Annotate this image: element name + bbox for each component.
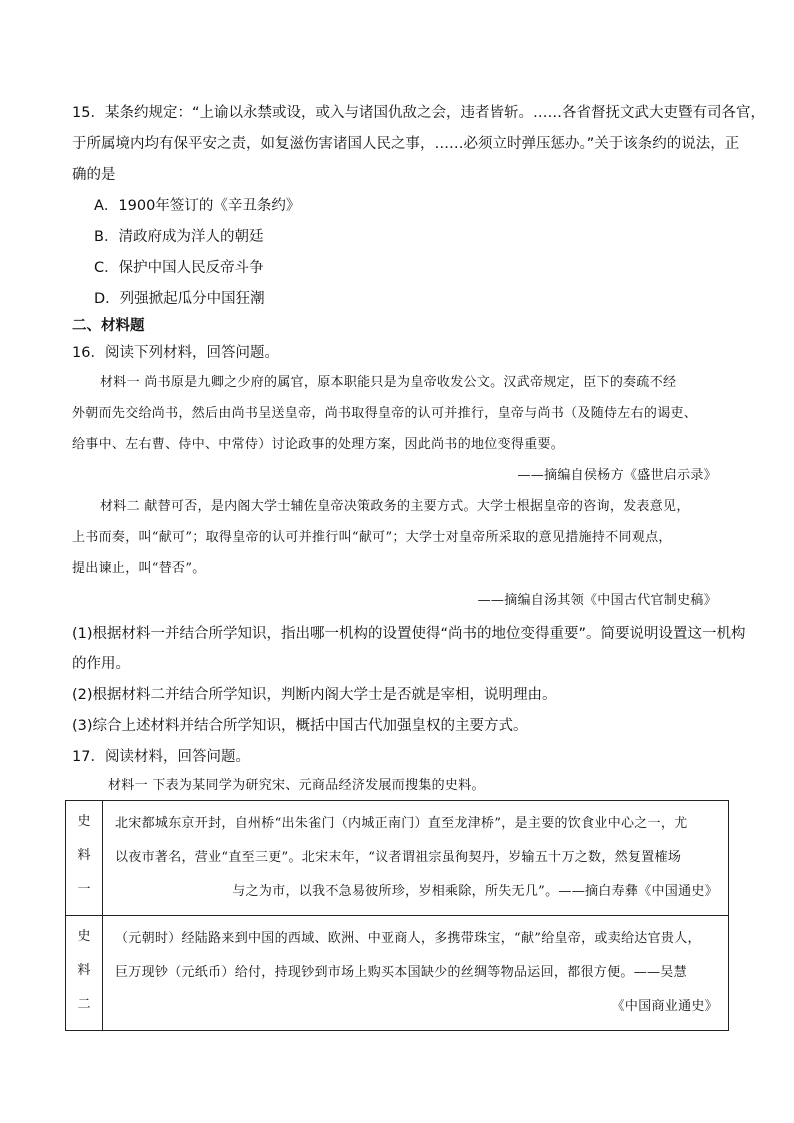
source-label-char: 二 xyxy=(77,997,91,1012)
q15-option-a: A．1900年签订的《辛丑条约》 xyxy=(94,198,301,214)
source-label-char: 料 xyxy=(77,848,91,863)
q16-question-2: (2)根据材料二并结合所学知识，判断内阁大学士是否就是宰相，说明理由。 xyxy=(72,687,557,703)
q15-option-b: B．清政府成为洋人的朝廷 xyxy=(94,229,264,245)
source-content-cell xyxy=(103,916,729,1031)
q17-intro: 17．阅读材料，回答问题。 xyxy=(72,749,250,765)
q15-stem-line-1: 15．某条约规定：“上谕以永禁或设，或入与诸国仇敌之会，违者皆斩。……各省督抚文武大吏暨有司各官， xyxy=(72,105,765,121)
q16-material-2-line-1: 材料二 献替可否，是内阁大学士辅佐皇帝决策政务的主要方式。大学士根据皇帝的咨询，发表意见， xyxy=(100,499,690,514)
source-label-char: 料 xyxy=(77,963,91,978)
q16-material-2-source: ——摘编自汤其领《中国古代官制史稿》 xyxy=(477,593,717,608)
q16-material-1-line-2: 外朝而先交给尚书，然后由尚书呈送皇帝，尚书取得皇帝的认可并推行，皇帝与尚书（及随侍左右的谒吏、 xyxy=(72,406,698,421)
q16-material-1-source: ——摘编自侯杨方《盛世启示录》 xyxy=(517,468,717,483)
source-content-cell xyxy=(103,801,729,916)
source-text-line: 与之为市，以我不急易彼所珍，岁相乘除，所失无几”。——摘白寿彝《中国通史》 xyxy=(232,884,718,899)
source-text-line: 北宋都城东京开封，自州桥“出朱雀门（内城正南门）直至龙津桥”，是主要的饮食业中心之一，尤 xyxy=(115,816,688,831)
source-text-line: 以夜市著名，营业“直至三更”。北宋末年，“议者谓祖宗虽徇契丹，岁输五十万之数，然复置榷场 xyxy=(115,850,682,865)
historical-sources-table xyxy=(65,800,729,1031)
q16-question-1-line-2: 的作用。 xyxy=(72,656,130,672)
q16-material-2-line-3: 提出谏止，叫“替否”。 xyxy=(72,561,206,576)
source-text-line: 《中国商业通史》 xyxy=(611,999,718,1014)
source-label-char: 史 xyxy=(77,929,91,944)
source-label-char: 史 xyxy=(77,814,91,829)
section-title: 二、材料题 xyxy=(72,318,145,334)
q15-stem-line-2: 于所属境内均有保平安之责，如复滋伤害诸国人民之事，……必须立时弹压惩办。”关于该条约的说法，正 xyxy=(72,136,740,152)
q16-material-1-line-3: 给事中、左右曹、侍中、中常侍）讨论政事的处理方案，因此尚书的地位变得重要。 xyxy=(72,437,565,452)
q16-material-2-line-2: 上书而奏，叫“献可”；取得皇帝的认可并推行叫“献可”；大学士对皇帝所采取的意见措施持不同观点， xyxy=(72,530,672,545)
source-label-cell xyxy=(66,916,103,1031)
source-label-char: 一 xyxy=(77,882,91,897)
q16-intro: 16．阅读下列材料，回答问题。 xyxy=(72,345,279,361)
source-label-cell xyxy=(66,801,103,916)
q16-question-1-line-1: (1)根据材料一并结合所学知识，指出哪一机构的设置使得“尚书的地位变得重要”。简要说明设置这一机构 xyxy=(72,626,746,642)
q17-material-1-caption: 材料一 下表为某同学为研究宋、元商品经济发展而搜集的史料。 xyxy=(108,778,485,793)
source-text-line: （元朝时）经陆路来到中国的西域、欧洲、中亚商人，多携带珠宝，“献”给皇帝，或卖给达官贵人， xyxy=(115,931,701,946)
q16-question-3: (3)综合上述材料并结合所学知识，概括中国古代加强皇权的主要方式。 xyxy=(72,718,528,734)
source-text-line: 巨万现钞（元纸币）给付，持现钞到市场上购买本国缺少的丝绸等物品运回，都很方便。——吴慧 xyxy=(115,965,687,980)
q15-stem-line-3: 确的是 xyxy=(72,167,116,183)
table-row xyxy=(66,801,729,916)
q15-option-d: D．列强掀起瓜分中国狂潮 xyxy=(94,291,265,307)
q15-option-c: C．保护中国人民反帝斗争 xyxy=(94,260,264,276)
table-row xyxy=(66,916,729,1031)
q16-material-1-line-1: 材料一 尚书原是九卿之少府的属官，原本职能只是为皇帝收发公文。汉武帝规定，臣下的奏疏不经 xyxy=(100,375,677,390)
